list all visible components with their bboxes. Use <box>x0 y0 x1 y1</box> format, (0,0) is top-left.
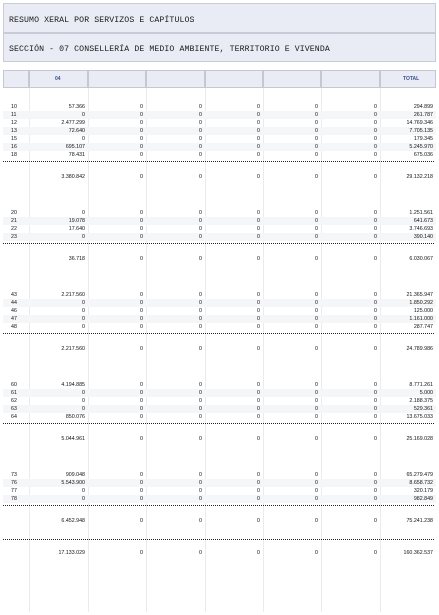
value-cell: 0 <box>140 414 143 420</box>
total-cell: 3.746.693 <box>409 226 433 232</box>
value-04-cell: 17.133.029 <box>58 550 85 556</box>
value-cell: 0 <box>257 390 260 396</box>
value-cell: 0 <box>257 346 260 352</box>
value-cell: 0 <box>315 128 318 134</box>
table-row <box>3 323 436 331</box>
value-cell: 0 <box>374 120 377 126</box>
value-cell: 0 <box>315 144 318 150</box>
row-code: 62 <box>11 398 17 404</box>
value-cell: 0 <box>257 414 260 420</box>
total-cell: 179.345 <box>413 136 433 142</box>
row-code: 63 <box>11 406 17 412</box>
value-cell: 0 <box>140 226 143 232</box>
value-cell: 0 <box>199 300 202 306</box>
subtotal-row <box>3 345 436 353</box>
table-row <box>3 495 436 503</box>
value-cell: 0 <box>140 436 143 442</box>
table-row <box>3 381 436 389</box>
table-row <box>3 143 436 151</box>
total-cell: 287.747 <box>413 324 433 330</box>
value-cell: 0 <box>257 144 260 150</box>
value-04-cell: 0 <box>82 210 85 216</box>
value-cell: 0 <box>199 210 202 216</box>
table-row <box>3 397 436 405</box>
column-header-label: 04 <box>55 76 61 82</box>
value-cell: 0 <box>374 550 377 556</box>
value-cell: 0 <box>315 120 318 126</box>
row-code: 48 <box>11 324 17 330</box>
row-code: 16 <box>11 144 17 150</box>
row-code: 77 <box>11 488 17 494</box>
value-cell: 0 <box>199 104 202 110</box>
value-cell: 0 <box>257 226 260 232</box>
row-code: 22 <box>11 226 17 232</box>
value-cell: 0 <box>315 256 318 262</box>
value-cell: 0 <box>257 136 260 142</box>
value-cell: 0 <box>257 174 260 180</box>
row-code: 21 <box>11 218 17 224</box>
subtotal-row <box>3 255 436 263</box>
value-cell: 0 <box>257 128 260 134</box>
table-row <box>3 217 436 225</box>
value-cell: 0 <box>315 518 318 524</box>
value-cell: 0 <box>374 324 377 330</box>
value-cell: 0 <box>374 128 377 134</box>
value-cell: 0 <box>257 256 260 262</box>
value-cell: 0 <box>140 234 143 240</box>
subtotal-row <box>3 173 436 181</box>
value-cell: 0 <box>199 488 202 494</box>
total-cell: 14.769.346 <box>406 120 433 126</box>
value-04-cell: 0 <box>82 390 85 396</box>
total-cell: 6.030.067 <box>409 256 433 262</box>
value-cell: 0 <box>257 518 260 524</box>
value-cell: 0 <box>140 152 143 158</box>
value-04-cell: 0 <box>82 234 85 240</box>
total-cell: 675.036 <box>413 152 433 158</box>
value-cell: 0 <box>140 496 143 502</box>
value-04-cell: 72.640 <box>68 128 85 134</box>
value-cell: 0 <box>140 174 143 180</box>
table-row <box>3 111 436 119</box>
value-cell: 0 <box>374 382 377 388</box>
value-04-cell: 0 <box>82 398 85 404</box>
total-cell: 21.365.947 <box>406 292 433 298</box>
row-code: 20 <box>11 210 17 216</box>
value-cell: 0 <box>315 112 318 118</box>
value-cell: 0 <box>199 480 202 486</box>
group-separator <box>3 243 434 244</box>
value-cell: 0 <box>374 488 377 494</box>
value-cell: 0 <box>374 480 377 486</box>
value-04-cell: 0 <box>82 488 85 494</box>
value-cell: 0 <box>140 256 143 262</box>
total-cell: 529.361 <box>413 406 433 412</box>
value-cell: 0 <box>199 550 202 556</box>
value-cell: 0 <box>374 112 377 118</box>
value-cell: 0 <box>140 550 143 556</box>
value-cell: 0 <box>315 210 318 216</box>
value-cell: 0 <box>199 308 202 314</box>
row-code: 47 <box>11 316 17 322</box>
value-cell: 0 <box>374 414 377 420</box>
value-cell: 0 <box>374 226 377 232</box>
value-cell: 0 <box>315 406 318 412</box>
total-cell: 982.849 <box>413 496 433 502</box>
value-cell: 0 <box>374 316 377 322</box>
value-cell: 0 <box>257 550 260 556</box>
value-cell: 0 <box>374 518 377 524</box>
row-code: 15 <box>11 136 17 142</box>
total-cell: 641.673 <box>413 218 433 224</box>
row-code: 12 <box>11 120 17 126</box>
row-code: 76 <box>11 480 17 486</box>
section-title-bar <box>3 33 436 62</box>
value-cell: 0 <box>257 104 260 110</box>
column-header <box>263 70 321 88</box>
group-separator <box>3 539 434 540</box>
value-cell: 0 <box>374 104 377 110</box>
value-cell: 0 <box>257 300 260 306</box>
total-cell: 5.000 <box>419 390 433 396</box>
group-separator <box>3 333 434 334</box>
value-cell: 0 <box>199 382 202 388</box>
value-cell: 0 <box>315 488 318 494</box>
value-cell: 0 <box>315 414 318 420</box>
total-cell: 294.899 <box>413 104 433 110</box>
row-code: 60 <box>11 382 17 388</box>
value-cell: 0 <box>374 398 377 404</box>
value-cell: 0 <box>199 120 202 126</box>
value-04-cell: 0 <box>82 136 85 142</box>
column-header <box>88 70 146 88</box>
value-cell: 0 <box>257 496 260 502</box>
value-04-cell: 17.640 <box>68 226 85 232</box>
total-cell: 25.169.028 <box>406 436 433 442</box>
value-cell: 0 <box>199 472 202 478</box>
value-cell: 0 <box>315 472 318 478</box>
value-cell: 0 <box>374 390 377 396</box>
value-04-cell: 2.217.560 <box>61 346 85 352</box>
table-row <box>3 127 436 135</box>
table-row <box>3 119 436 127</box>
row-code: 23 <box>11 234 17 240</box>
value-cell: 0 <box>257 324 260 330</box>
value-cell: 0 <box>199 316 202 322</box>
total-cell: 24.789.986 <box>406 346 433 352</box>
column-header <box>29 70 88 88</box>
value-cell: 0 <box>140 144 143 150</box>
section-title: SECCIÓN - 07 CONSELLERÍA DE MEDIO AMBIENTE, TERRITORIO E VIVENDA <box>9 45 330 54</box>
table-row <box>3 389 436 397</box>
value-cell: 0 <box>257 398 260 404</box>
table-row <box>3 151 436 159</box>
value-cell: 0 <box>140 488 143 494</box>
value-cell: 0 <box>199 144 202 150</box>
value-cell: 0 <box>140 136 143 142</box>
table-row <box>3 307 436 315</box>
total-cell: 5.245.970 <box>409 144 433 150</box>
total-cell: 390.140 <box>413 234 433 240</box>
value-cell: 0 <box>315 436 318 442</box>
value-cell: 0 <box>374 300 377 306</box>
row-code: 10 <box>11 104 17 110</box>
value-cell: 0 <box>140 292 143 298</box>
value-cell: 0 <box>199 226 202 232</box>
value-cell: 0 <box>315 234 318 240</box>
total-cell: 8.771.261 <box>409 382 433 388</box>
value-04-cell: 0 <box>82 406 85 412</box>
total-cell: 261.787 <box>413 112 433 118</box>
row-code: 46 <box>11 308 17 314</box>
value-cell: 0 <box>374 436 377 442</box>
column-header-label: TOTAL <box>403 76 420 82</box>
table-row <box>3 209 436 217</box>
value-cell: 0 <box>257 316 260 322</box>
value-04-cell: 850.076 <box>65 414 85 420</box>
grand-total-row <box>3 549 436 557</box>
value-cell: 0 <box>199 234 202 240</box>
value-cell: 0 <box>140 382 143 388</box>
value-cell: 0 <box>140 104 143 110</box>
value-cell: 0 <box>199 136 202 142</box>
group-separator <box>3 161 434 162</box>
value-04-cell: 0 <box>82 308 85 314</box>
table-row <box>3 405 436 413</box>
value-04-cell: 19.078 <box>68 218 85 224</box>
row-code: 61 <box>11 390 17 396</box>
total-cell: 320.179 <box>413 488 433 494</box>
value-cell: 0 <box>315 300 318 306</box>
table-row <box>3 479 436 487</box>
value-cell: 0 <box>257 436 260 442</box>
value-cell: 0 <box>199 218 202 224</box>
value-cell: 0 <box>140 346 143 352</box>
total-cell: 75.241.238 <box>406 518 433 524</box>
value-cell: 0 <box>140 480 143 486</box>
column-header <box>380 70 436 88</box>
subtotal-row <box>3 517 436 525</box>
value-04-cell: 0 <box>82 496 85 502</box>
column-header <box>205 70 263 88</box>
value-cell: 0 <box>199 496 202 502</box>
table-row <box>3 471 436 479</box>
value-cell: 0 <box>257 234 260 240</box>
value-cell: 0 <box>140 120 143 126</box>
value-cell: 0 <box>315 218 318 224</box>
value-04-cell: 0 <box>82 316 85 322</box>
summary-table <box>3 70 436 612</box>
value-04-cell: 5.044.961 <box>61 436 85 442</box>
value-cell: 0 <box>199 406 202 412</box>
value-04-cell: 3.380.842 <box>61 174 85 180</box>
value-cell: 0 <box>140 324 143 330</box>
table-row <box>3 299 436 307</box>
value-cell: 0 <box>140 316 143 322</box>
value-04-cell: 78.431 <box>68 152 85 158</box>
value-cell: 0 <box>257 472 260 478</box>
subtotal-row <box>3 435 436 443</box>
value-cell: 0 <box>199 152 202 158</box>
value-cell: 0 <box>199 112 202 118</box>
column-header <box>146 70 205 88</box>
row-code: 73 <box>11 472 17 478</box>
value-cell: 0 <box>315 104 318 110</box>
value-cell: 0 <box>199 292 202 298</box>
value-cell: 0 <box>257 152 260 158</box>
table-row <box>3 413 436 421</box>
value-cell: 0 <box>140 308 143 314</box>
table-row <box>3 487 436 495</box>
table-row <box>3 233 436 241</box>
value-cell: 0 <box>374 152 377 158</box>
value-cell: 0 <box>315 316 318 322</box>
value-cell: 0 <box>374 256 377 262</box>
value-cell: 0 <box>257 210 260 216</box>
value-cell: 0 <box>199 324 202 330</box>
value-cell: 0 <box>199 414 202 420</box>
table-row <box>3 225 436 233</box>
value-cell: 0 <box>374 218 377 224</box>
value-cell: 0 <box>140 472 143 478</box>
value-04-cell: 2.217.560 <box>61 292 85 298</box>
total-cell: 7.705.135 <box>409 128 433 134</box>
table-row <box>3 315 436 323</box>
value-cell: 0 <box>315 308 318 314</box>
value-cell: 0 <box>199 174 202 180</box>
total-cell: 125.000 <box>413 308 433 314</box>
value-04-cell: 5.543.900 <box>61 480 85 486</box>
group-separator <box>3 505 434 506</box>
value-cell: 0 <box>315 496 318 502</box>
total-cell: 13.675.033 <box>406 414 433 420</box>
value-cell: 0 <box>257 480 260 486</box>
value-04-cell: 2.477.299 <box>61 120 85 126</box>
value-cell: 0 <box>315 346 318 352</box>
table-row <box>3 103 436 111</box>
value-cell: 0 <box>315 292 318 298</box>
value-cell: 0 <box>315 152 318 158</box>
value-cell: 0 <box>140 518 143 524</box>
value-cell: 0 <box>140 406 143 412</box>
value-cell: 0 <box>199 346 202 352</box>
value-cell: 0 <box>257 308 260 314</box>
value-04-cell: 36.718 <box>68 256 85 262</box>
value-cell: 0 <box>315 174 318 180</box>
value-cell: 0 <box>140 112 143 118</box>
row-code: 18 <box>11 152 17 158</box>
total-cell: 8.658.732 <box>409 480 433 486</box>
value-cell: 0 <box>140 210 143 216</box>
value-cell: 0 <box>257 218 260 224</box>
value-04-cell: 0 <box>82 300 85 306</box>
value-04-cell: 695.107 <box>65 144 85 150</box>
value-cell: 0 <box>374 136 377 142</box>
table-row <box>3 291 436 299</box>
row-code: 64 <box>11 414 17 420</box>
value-cell: 0 <box>199 128 202 134</box>
value-cell: 0 <box>374 144 377 150</box>
value-cell: 0 <box>257 406 260 412</box>
total-cell: 1.251.561 <box>409 210 433 216</box>
row-code: 78 <box>11 496 17 502</box>
value-cell: 0 <box>140 128 143 134</box>
total-cell: 160.362.537 <box>403 550 433 556</box>
value-cell: 0 <box>315 480 318 486</box>
value-cell: 0 <box>257 292 260 298</box>
value-cell: 0 <box>257 112 260 118</box>
value-04-cell: 909.048 <box>65 472 85 478</box>
value-cell: 0 <box>257 120 260 126</box>
value-04-cell: 57.366 <box>68 104 85 110</box>
column-header <box>3 70 29 88</box>
value-cell: 0 <box>257 488 260 494</box>
value-cell: 0 <box>315 324 318 330</box>
total-cell: 1.161.000 <box>409 316 433 322</box>
value-cell: 0 <box>199 518 202 524</box>
value-cell: 0 <box>374 292 377 298</box>
value-04-cell: 0 <box>82 112 85 118</box>
row-code: 11 <box>11 112 17 118</box>
total-cell: 2.188.375 <box>409 398 433 404</box>
value-cell: 0 <box>374 496 377 502</box>
group-separator <box>3 423 434 424</box>
table-row <box>3 135 436 143</box>
value-cell: 0 <box>374 346 377 352</box>
report-title-bar <box>3 3 436 33</box>
total-cell: 1.850.292 <box>409 300 433 306</box>
value-cell: 0 <box>199 390 202 396</box>
value-cell: 0 <box>374 308 377 314</box>
value-04-cell: 6.452.948 <box>61 518 85 524</box>
value-cell: 0 <box>374 406 377 412</box>
value-cell: 0 <box>140 390 143 396</box>
row-code: 43 <box>11 292 17 298</box>
value-cell: 0 <box>374 472 377 478</box>
row-code: 13 <box>11 128 17 134</box>
value-cell: 0 <box>315 382 318 388</box>
value-cell: 0 <box>315 550 318 556</box>
value-cell: 0 <box>199 398 202 404</box>
value-cell: 0 <box>199 256 202 262</box>
report-title: RESUMO XERAL POR SERVIZOS E CAPÍTULOS <box>9 16 195 25</box>
total-cell: 29.132.218 <box>406 174 433 180</box>
value-cell: 0 <box>315 136 318 142</box>
row-code: 44 <box>11 300 17 306</box>
value-cell: 0 <box>374 234 377 240</box>
value-cell: 0 <box>199 436 202 442</box>
value-cell: 0 <box>315 390 318 396</box>
value-cell: 0 <box>315 398 318 404</box>
value-04-cell: 4.194.885 <box>61 382 85 388</box>
value-cell: 0 <box>374 174 377 180</box>
value-04-cell: 0 <box>82 324 85 330</box>
value-cell: 0 <box>374 210 377 216</box>
value-cell: 0 <box>140 300 143 306</box>
value-cell: 0 <box>257 382 260 388</box>
column-header <box>321 70 380 88</box>
total-cell: 65.279.479 <box>406 472 433 478</box>
value-cell: 0 <box>315 226 318 232</box>
value-cell: 0 <box>140 398 143 404</box>
value-cell: 0 <box>140 218 143 224</box>
